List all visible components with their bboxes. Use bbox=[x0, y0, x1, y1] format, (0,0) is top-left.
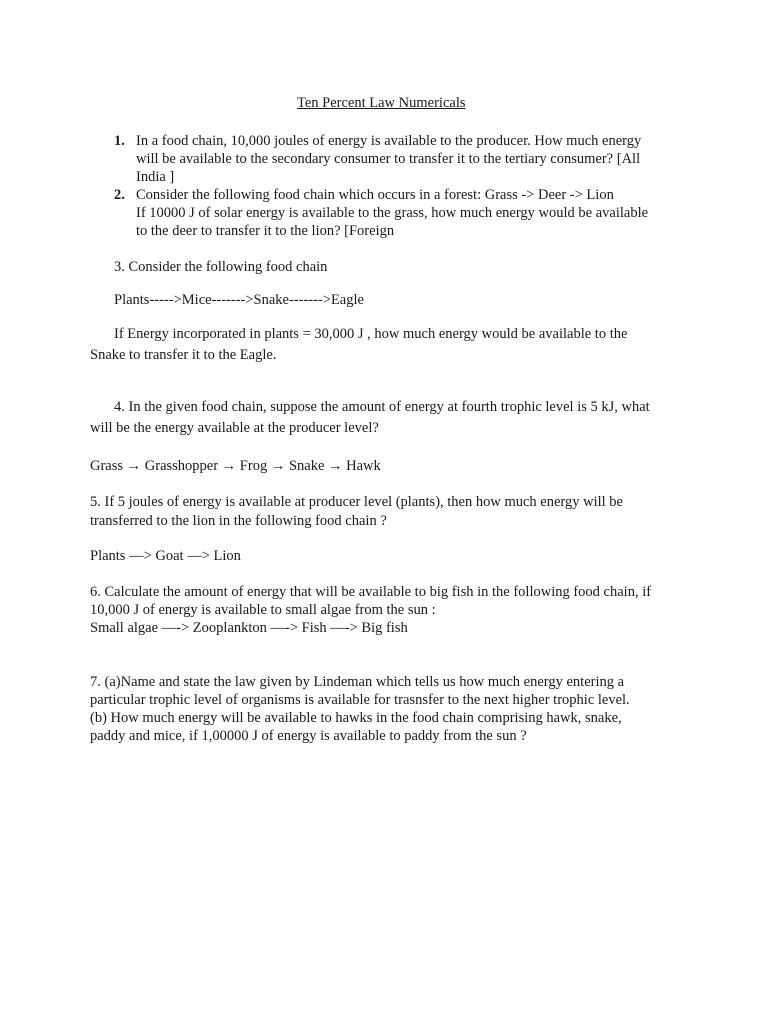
q3-line-2: Snake to transfer it to the Eagle. bbox=[90, 347, 277, 363]
q6-food-chain: Small algae —-> Zooplankton —-> Fish —-> Big fish bbox=[90, 620, 408, 636]
q7-line-2: particular trophic level of organisms is available for trasnsfer to the next higher trophic level. bbox=[90, 692, 630, 708]
q3-food-chain: Plants----->Mice------->Snake------->Eagle bbox=[114, 292, 364, 308]
q5-line-2: transferred to the lion in the following food chain ? bbox=[90, 513, 387, 529]
q2-number: 2. bbox=[114, 187, 125, 203]
q4-line-2: will be the energy available at the producer level? bbox=[90, 420, 379, 436]
q5-line-1: 5. If 5 joules of energy is available at producer level (plants), then how much energy will be bbox=[90, 494, 623, 510]
q5-food-chain: Plants —> Goat —> Lion bbox=[90, 548, 241, 564]
q2-line-1: Consider the following food chain which occurs in a forest: Grass -> Deer -> Lion bbox=[136, 187, 614, 203]
q3-line-1: If Energy incorporated in plants = 30,000 J , how much energy would be available to the bbox=[114, 326, 628, 342]
q1-line-3: India ] bbox=[136, 169, 175, 185]
q7-line-3: (b) How much energy will be available to hawks in the food chain comprising hawk, snake, bbox=[90, 710, 622, 726]
q1-number: 1. bbox=[114, 133, 125, 149]
q1-line-2: will be available to the secondary consumer to transfer it to the tertiary consumer? [All bbox=[136, 151, 641, 167]
q7-line-1: 7. (a)Name and state the law given by Lindeman which tells us how much energy entering a bbox=[90, 674, 625, 690]
q6-line-2: 10,000 J of energy is available to small algae from the sun : bbox=[90, 602, 436, 618]
q3-intro: 3. Consider the following food chain bbox=[114, 259, 328, 275]
q4-line-1: 4. In the given food chain, suppose the amount of energy at fourth trophic level is 5 kJ, what bbox=[114, 399, 650, 415]
q1-line-1: In a food chain, 10,000 joules of energy is available to the producer. How much energy bbox=[136, 133, 642, 149]
q2-line-2: If 10000 J of solar energy is available to the grass, how much energy would be available bbox=[136, 205, 649, 221]
page-title: Ten Percent Law Numericals bbox=[297, 95, 466, 111]
q7-line-4: paddy and mice, if 1,00000 J of energy is available to paddy from the sun ? bbox=[90, 728, 527, 744]
q4-food-chain: Grass → Grasshopper → Frog → Snake → Hawk bbox=[90, 458, 381, 474]
q6-line-1: 6. Calculate the amount of energy that will be available to big fish in the following food chain, if bbox=[90, 584, 652, 600]
q2-line-3: to the deer to transfer it to the lion? [Foreign bbox=[136, 223, 395, 239]
